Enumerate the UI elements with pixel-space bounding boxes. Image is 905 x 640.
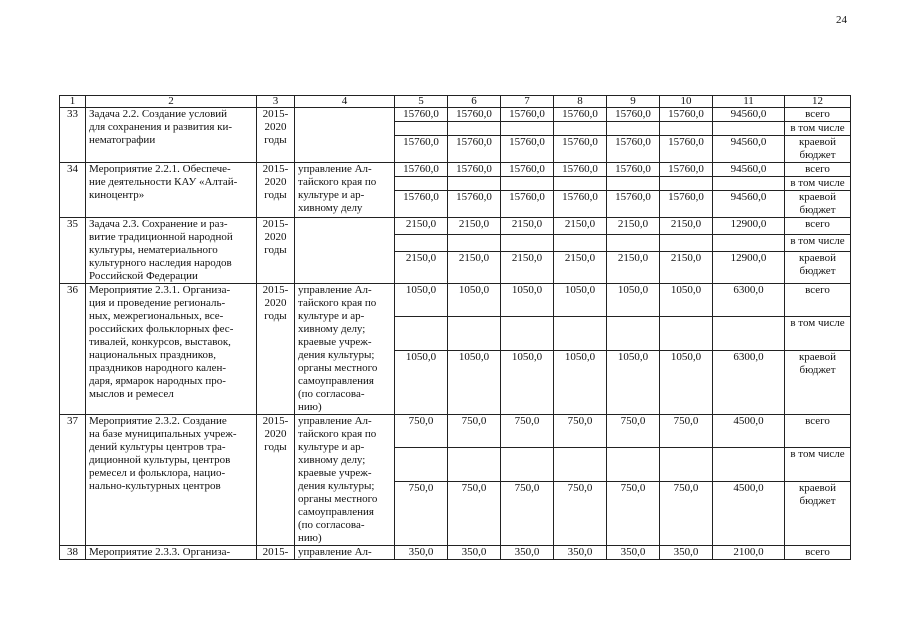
cell-line: тайского края по — [298, 176, 377, 188]
cell-line: краевые учреж- — [298, 336, 372, 348]
empty-cell — [713, 122, 785, 136]
regional-value: 750,0 — [501, 481, 554, 545]
cell-line: дений культуры центров тра- — [89, 441, 226, 453]
label-regional-budget: краевой бюджет — [785, 191, 851, 218]
period — [257, 108, 295, 163]
activity-name — [86, 163, 257, 218]
cell-line: культуре и ар- — [298, 310, 365, 322]
column-header-9: 9 — [607, 96, 660, 108]
regional-value: 1050,0 — [607, 350, 660, 414]
empty-cell — [554, 177, 607, 191]
empty-cell — [660, 177, 713, 191]
table-row — [60, 415, 851, 448]
empty-cell — [607, 234, 660, 251]
cell-line: (по согласова- — [298, 388, 365, 400]
total-value: 750,0 — [607, 415, 660, 448]
cell-line: Задача 2.2. Создание условий — [89, 108, 228, 120]
empty-cell — [448, 234, 501, 251]
label-total: всего — [785, 546, 851, 560]
cell-line: праздников народного кален- — [89, 362, 227, 374]
total-value: 15760,0 — [501, 163, 554, 177]
regional-value: 750,0 — [607, 481, 660, 545]
regional-value: 2150,0 — [554, 251, 607, 283]
total-value: 15760,0 — [395, 108, 448, 122]
regional-value: 750,0 — [660, 481, 713, 545]
total-value: 15760,0 — [660, 108, 713, 122]
activity-name — [86, 546, 257, 560]
regional-value: 15760,0 — [395, 136, 448, 163]
regional-value: 6300,0 — [713, 350, 785, 414]
cell-line: хивному делу — [298, 202, 363, 214]
column-header-8: 8 — [554, 96, 607, 108]
regional-value: 750,0 — [554, 481, 607, 545]
program-activities-table — [59, 95, 851, 560]
cell-line: хивному делу; — [298, 323, 366, 335]
empty-cell — [607, 448, 660, 481]
cell-line: ция и проведение региональ- — [89, 297, 226, 309]
regional-value: 15760,0 — [501, 191, 554, 218]
executor — [295, 108, 395, 163]
cell-line: нию) — [298, 532, 322, 544]
column-header-4: 4 — [295, 96, 395, 108]
cell-line: годы — [264, 441, 287, 453]
cell-line: киноцентр» — [89, 189, 145, 201]
empty-cell — [660, 234, 713, 251]
cell-line: самоуправления — [298, 375, 374, 387]
row-number: 33 — [60, 108, 86, 163]
cell-line: управление Ал- — [298, 163, 372, 175]
cell-line: нально-культурных центров — [89, 480, 221, 492]
cell-line: национальных праздников, — [89, 349, 216, 361]
cell-line: 2020 — [264, 121, 287, 133]
executor — [295, 415, 395, 546]
regional-value: 15760,0 — [607, 191, 660, 218]
empty-cell — [713, 317, 785, 350]
total-value: 2150,0 — [607, 218, 660, 235]
total-value: 750,0 — [501, 415, 554, 448]
period — [257, 218, 295, 284]
regional-value: 750,0 — [448, 481, 501, 545]
empty-cell — [395, 448, 448, 481]
empty-cell — [448, 317, 501, 350]
cell-line: культуре и ар- — [298, 189, 365, 201]
total-value: 15760,0 — [395, 163, 448, 177]
label-including: в том числе — [785, 234, 851, 251]
cell-line: хивному делу; — [298, 454, 366, 466]
empty-cell — [713, 177, 785, 191]
regional-value: 15760,0 — [448, 136, 501, 163]
cell-line: 2015- — [262, 218, 289, 230]
empty-cell — [607, 317, 660, 350]
cell-line: управление Ал- — [298, 284, 372, 296]
cell-line: для сохранения и развития ки- — [89, 121, 233, 133]
regional-value: 15760,0 — [607, 136, 660, 163]
activity-name — [86, 108, 257, 163]
cell-line: российских фольклорных фес- — [89, 323, 234, 335]
cell-line: 2020 — [264, 297, 287, 309]
empty-cell — [501, 177, 554, 191]
activity-name — [86, 415, 257, 546]
total-value: 750,0 — [448, 415, 501, 448]
cell-line: Мероприятие 2.3.2. Создание — [89, 415, 227, 427]
empty-cell — [554, 317, 607, 350]
total-value: 1050,0 — [501, 284, 554, 317]
table-row — [60, 218, 851, 235]
cell-line: ных, межрегиональных, все- — [89, 310, 224, 322]
row-number: 34 — [60, 163, 86, 218]
row-number: 38 — [60, 546, 86, 560]
empty-cell — [607, 177, 660, 191]
regional-value: 94560,0 — [713, 191, 785, 218]
regional-value: 2150,0 — [501, 251, 554, 283]
regional-value: 4500,0 — [713, 481, 785, 545]
total-value: 750,0 — [395, 415, 448, 448]
total-value: 1050,0 — [554, 284, 607, 317]
cell-line: управление Ал- — [298, 415, 372, 427]
cell-line: тивалей, конкурсов, выставок, — [89, 336, 231, 348]
row-number: 36 — [60, 284, 86, 415]
total-value: 350,0 — [501, 546, 554, 560]
cell-line: дения культуры; — [298, 349, 375, 361]
cell-line: годы — [264, 244, 287, 256]
total-value: 6300,0 — [713, 284, 785, 317]
column-header-7: 7 — [501, 96, 554, 108]
period — [257, 163, 295, 218]
total-value: 4500,0 — [713, 415, 785, 448]
empty-cell — [713, 448, 785, 481]
executor — [295, 218, 395, 284]
period — [257, 415, 295, 546]
empty-cell — [501, 122, 554, 136]
label-including: в том числе — [785, 177, 851, 191]
regional-value: 94560,0 — [713, 136, 785, 163]
total-value: 350,0 — [660, 546, 713, 560]
total-value: 1050,0 — [607, 284, 660, 317]
total-value: 2150,0 — [501, 218, 554, 235]
total-value: 2150,0 — [395, 218, 448, 235]
cell-line: Задача 2.3. Сохранение и раз- — [89, 218, 228, 230]
cell-line: Мероприятие 2.3.1. Организа- — [89, 284, 231, 296]
regional-value: 15760,0 — [501, 136, 554, 163]
cell-line: годы — [264, 134, 287, 146]
column-header-6: 6 — [448, 96, 501, 108]
column-header-5: 5 — [395, 96, 448, 108]
page-number: 24 — [836, 14, 847, 26]
regional-value: 15760,0 — [660, 191, 713, 218]
cell-line: (по согласова- — [298, 519, 365, 531]
executor — [295, 546, 395, 560]
cell-line: годы — [264, 189, 287, 201]
regional-value: 1050,0 — [395, 350, 448, 414]
label-regional-budget: краевой бюджет — [785, 350, 851, 414]
total-value: 750,0 — [660, 415, 713, 448]
column-header-3: 3 — [257, 96, 295, 108]
label-regional-budget: краевой бюджет — [785, 136, 851, 163]
cell-line: мыслов и ремесел — [89, 388, 174, 400]
row-number: 37 — [60, 415, 86, 546]
total-value: 350,0 — [607, 546, 660, 560]
cell-line: 2015- — [262, 546, 289, 558]
empty-cell — [501, 234, 554, 251]
column-header-11: 11 — [713, 96, 785, 108]
regional-value: 2150,0 — [660, 251, 713, 283]
cell-line: культуры, нематериального — [89, 244, 218, 256]
total-value: 15760,0 — [607, 108, 660, 122]
label-total: всего — [785, 108, 851, 122]
activity-name — [86, 284, 257, 415]
cell-line: Мероприятие 2.3.3. Организа- — [89, 546, 231, 558]
executor — [295, 284, 395, 415]
activity-name — [86, 218, 257, 284]
regional-value: 15760,0 — [395, 191, 448, 218]
regional-value: 12900,0 — [713, 251, 785, 283]
cell-line: нию) — [298, 401, 322, 413]
empty-cell — [395, 234, 448, 251]
label-regional-budget: краевой бюджет — [785, 481, 851, 545]
column-header-2: 2 — [86, 96, 257, 108]
cell-line: краевые учреж- — [298, 467, 372, 479]
cell-line: годы — [264, 310, 287, 322]
cell-line: даря, ярмарок народных про- — [89, 375, 226, 387]
table-row — [60, 546, 851, 560]
cell-line: самоуправления — [298, 506, 374, 518]
regional-value: 1050,0 — [501, 350, 554, 414]
total-value: 350,0 — [448, 546, 501, 560]
total-value: 15760,0 — [554, 108, 607, 122]
empty-cell — [554, 122, 607, 136]
label-total: всего — [785, 218, 851, 235]
regional-value: 2150,0 — [607, 251, 660, 283]
cell-line: нематографии — [89, 134, 156, 146]
cell-line: витие традиционной народной — [89, 231, 233, 243]
column-header-1: 1 — [60, 96, 86, 108]
cell-line: органы местного — [298, 493, 378, 505]
cell-line: ние деятельности КАУ «Алтай- — [89, 176, 238, 188]
column-header-10: 10 — [660, 96, 713, 108]
cell-line: управление Ал- — [298, 546, 372, 558]
cell-line: 2020 — [264, 176, 287, 188]
regional-value: 15760,0 — [554, 136, 607, 163]
total-value: 1050,0 — [448, 284, 501, 317]
label-total: всего — [785, 415, 851, 448]
cell-line: 2015- — [262, 284, 289, 296]
regional-value: 750,0 — [395, 481, 448, 545]
total-value: 2100,0 — [713, 546, 785, 560]
total-value: 750,0 — [554, 415, 607, 448]
label-total: всего — [785, 163, 851, 177]
total-value: 15760,0 — [660, 163, 713, 177]
regional-value: 2150,0 — [448, 251, 501, 283]
empty-cell — [448, 122, 501, 136]
total-value: 350,0 — [554, 546, 607, 560]
total-value: 2150,0 — [660, 218, 713, 235]
table-row — [60, 108, 851, 122]
regional-value: 1050,0 — [660, 350, 713, 414]
executor — [295, 163, 395, 218]
cell-line: тайского края по — [298, 297, 377, 309]
label-including: в том числе — [785, 317, 851, 350]
period — [257, 546, 295, 560]
table-row — [60, 163, 851, 177]
label-regional-budget: краевой бюджет — [785, 251, 851, 283]
total-value: 15760,0 — [554, 163, 607, 177]
empty-cell — [395, 177, 448, 191]
empty-cell — [660, 122, 713, 136]
empty-cell — [607, 122, 660, 136]
total-value: 94560,0 — [713, 163, 785, 177]
label-including: в том числе — [785, 122, 851, 136]
total-value: 1050,0 — [660, 284, 713, 317]
regional-value: 15760,0 — [448, 191, 501, 218]
table-row — [60, 284, 851, 317]
total-value: 15760,0 — [448, 108, 501, 122]
period — [257, 284, 295, 415]
cell-line: на базе муниципальных учреж- — [89, 428, 237, 440]
empty-cell — [554, 448, 607, 481]
regional-value: 1050,0 — [448, 350, 501, 414]
regional-value: 2150,0 — [395, 251, 448, 283]
cell-line: ремесел и фольклора, нацио- — [89, 467, 226, 479]
cell-line: Мероприятие 2.2.1. Обеспече- — [89, 163, 231, 175]
total-value: 2150,0 — [554, 218, 607, 235]
cell-line: дения культуры; — [298, 480, 375, 492]
total-value: 15760,0 — [501, 108, 554, 122]
cell-line: диционной культуры, центров — [89, 454, 231, 466]
regional-value: 15760,0 — [660, 136, 713, 163]
empty-cell — [448, 177, 501, 191]
cell-line: 2020 — [264, 231, 287, 243]
column-header-12: 12 — [785, 96, 851, 108]
total-value: 15760,0 — [448, 163, 501, 177]
cell-line: 2015- — [262, 415, 289, 427]
label-total: всего — [785, 284, 851, 317]
cell-line: органы местного — [298, 362, 378, 374]
empty-cell — [395, 122, 448, 136]
total-value: 2150,0 — [448, 218, 501, 235]
cell-line: Российской Федерации — [89, 270, 198, 282]
empty-cell — [660, 448, 713, 481]
empty-cell — [660, 317, 713, 350]
total-value: 15760,0 — [607, 163, 660, 177]
empty-cell — [501, 448, 554, 481]
cell-line: тайского края по — [298, 428, 377, 440]
cell-line: 2020 — [264, 428, 287, 440]
cell-line: 2015- — [262, 108, 289, 120]
cell-line: культуре и ар- — [298, 441, 365, 453]
empty-cell — [501, 317, 554, 350]
row-number: 35 — [60, 218, 86, 284]
cell-line: культурного наследия народов — [89, 257, 232, 269]
empty-cell — [554, 234, 607, 251]
header-row — [60, 96, 851, 108]
empty-cell — [713, 234, 785, 251]
regional-value: 1050,0 — [554, 350, 607, 414]
empty-cell — [448, 448, 501, 481]
label-including: в том числе — [785, 448, 851, 481]
total-value: 94560,0 — [713, 108, 785, 122]
empty-cell — [395, 317, 448, 350]
regional-value: 15760,0 — [554, 191, 607, 218]
total-value: 1050,0 — [395, 284, 448, 317]
cell-line: 2015- — [262, 163, 289, 175]
total-value: 12900,0 — [713, 218, 785, 235]
total-value: 350,0 — [395, 546, 448, 560]
